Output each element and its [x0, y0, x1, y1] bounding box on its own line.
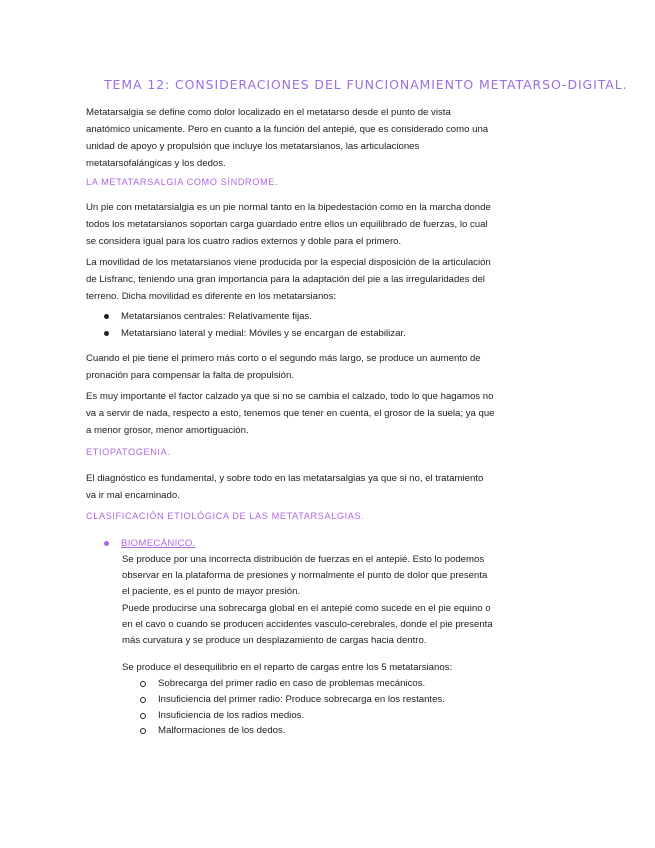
circle-bullet-icon: [140, 681, 146, 687]
paragraph-3: [86, 350, 566, 384]
list-item-text: Insuficiencia de los radios medios.: [158, 709, 305, 721]
text-line: se considera igual para los cuatro radios externos y doble para el primero.: [86, 236, 402, 247]
text-line: Es muy importante el factor calzado ya que si no se cambia el calzado, todo lo que hagamos no: [86, 391, 494, 402]
text-line: La movilidad de los metatarsianos viene producida por la especial disposición de la articulación: [86, 257, 491, 268]
paragraph-1: [86, 199, 566, 250]
text-line: de Lisfranc, teniendo una gran importancia para la adaptación del pie a las irregularidades del: [86, 274, 485, 285]
text-line: terreno. Dicha movilidad es diferente en los metatarsianos:: [86, 291, 337, 302]
page-title: TEMA 12: CONSIDERACIONES DEL FUNCIONAMIENTO METATARSO-DIGITAL.: [104, 77, 628, 92]
bullet-icon: [104, 314, 109, 319]
circle-bullet-icon: [140, 728, 146, 734]
text-line: en el cavo o cuando se producen accidentes vasculo-cerebrales, donde el pie presenta: [122, 618, 493, 630]
text-line: todos los metatarsianos soportan carga guardado entre ellos un equilibrado de fuerzas, lo cual: [86, 219, 488, 230]
subintro-line: Se produce el desequilibrio en el reparto de cargas entre los 5 metatarsianos:: [122, 662, 453, 673]
list-item-text: Metatarsiano lateral y medial: Móviles y se encargan de estabilizar.: [121, 328, 406, 339]
paragraph-4: [86, 388, 566, 439]
section-heading-etiopatogenia: ETIOPATOGENIA.: [86, 447, 171, 457]
section-heading-clasificacion: CLASIFICACIÓN ETIOLÓGICA DE LAS METATARSALGIAS.: [86, 511, 365, 521]
biomecanico-paragraph: [122, 552, 522, 649]
intro-paragraph: [86, 104, 566, 172]
text-line: va a servir de nada, respecto a esto, tenemos que tener en cuenta, el grosor de la suela; ya que: [86, 408, 495, 419]
list-item: [140, 723, 520, 739]
text-line: va ir mal encaminado.: [86, 490, 180, 501]
text-line: Puede producirse una sobrecarga global en el antepié como sucede en el pie equino o: [122, 602, 491, 614]
list-item-text: Sobrecarga del primer radio en caso de problemas mecánicos.: [158, 678, 426, 689]
list-item: [140, 676, 520, 692]
paragraph-2: [86, 254, 566, 305]
text-line: Se produce por una incorrecta distribución de fuerzas en el antepié. Esto lo podemos: [122, 554, 485, 565]
text-line: Metatarsalgia se define como dolor localizado en el metatarso desde el punto de vista: [86, 107, 451, 118]
list-item-text: Insuficiencia del primer radio: Produce sobrecarga en los restantes.: [158, 693, 445, 705]
circle-bullet-icon: [140, 697, 146, 703]
section-heading-sindrome: LA METATARSALGIA COMO SÍNDROME.: [86, 177, 279, 187]
paragraph-5: [86, 470, 566, 504]
list-item: [140, 708, 520, 724]
bullet-icon: [104, 541, 109, 546]
list-item-biomecanico: [104, 535, 196, 552]
text-line: Cuando el pie tiene el primero más corto o el segundo más largo, se produce un aumento de: [86, 353, 481, 364]
text-line: pronación para compensar la falta de propulsión.: [86, 370, 294, 381]
text-line: más curvatura y se produce un desplazamiento de cargas hacia dentro.: [122, 635, 427, 647]
subheading-label: BIOMECÁNICO.: [121, 538, 196, 549]
text-line: metatarsofalángicas y los dedos.: [86, 158, 226, 169]
text-line: Un pie con metatarsialgia es un pie normal tanto en la bipedestación como en la marcha donde: [86, 202, 491, 213]
list-item: [104, 308, 564, 325]
list-item-text: Malformaciones de los dedos.: [158, 725, 286, 737]
list-item: [104, 325, 564, 342]
list-item: [140, 692, 520, 708]
text-line: unidad de apoyo y propulsión que incluye los metatarsianos, las articulaciones: [86, 141, 420, 152]
text-line: anatómico unicamente. Pero en cuanto a la función del antepié, que es considerado como una: [86, 124, 489, 135]
text-line: El diagnóstico es fundamental, y sobre todo en las metatarsalgias ya que si no, el tratamiento: [86, 473, 484, 484]
list-item-text: Metatarsianos centrales: Relativamente fijas.: [121, 311, 312, 322]
bullet-icon: [104, 331, 109, 336]
sub-bullet-list: [140, 676, 520, 739]
circle-bullet-icon: [140, 713, 146, 719]
text-line: observar en la plataforma de presiones y normalmente el punto de dolor que presenta: [122, 570, 488, 582]
text-line: el paciente, es el punto de mayor presión.: [122, 586, 301, 598]
bullet-list: [104, 308, 564, 342]
text-line: a menor grosor, menor amortiguación.: [86, 425, 249, 436]
